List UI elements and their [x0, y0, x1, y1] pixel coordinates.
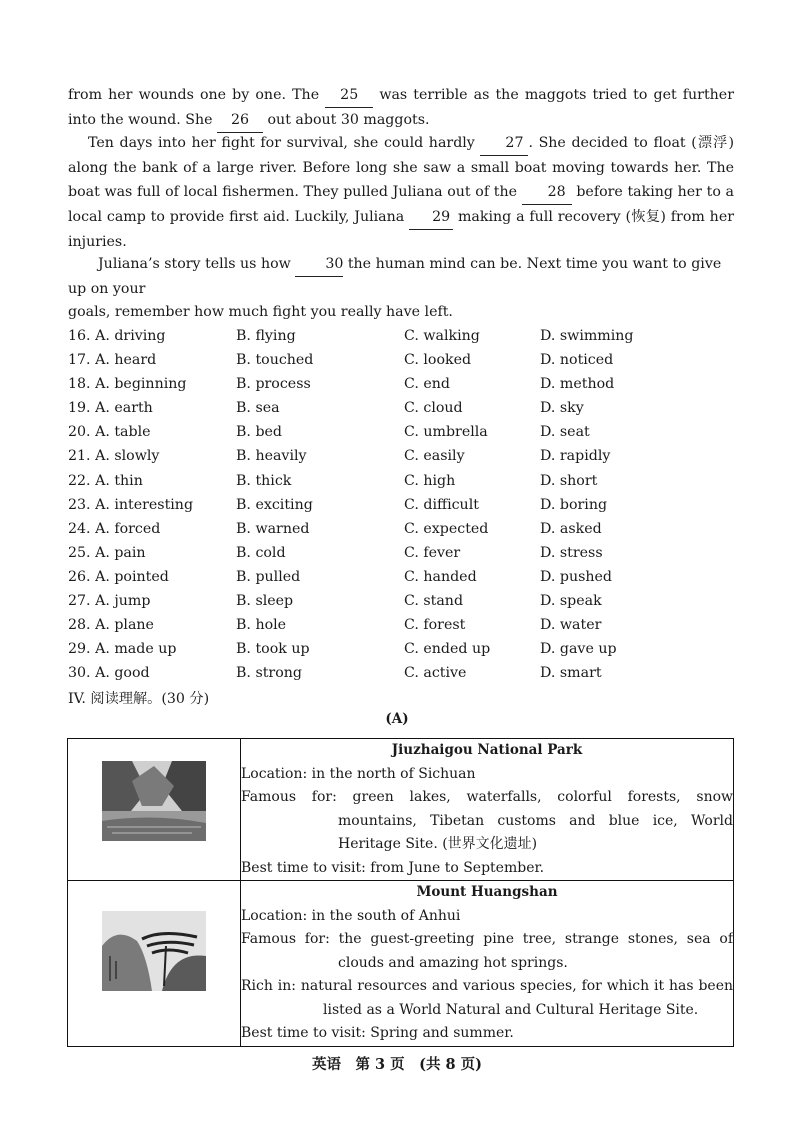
option-c: C. easily	[404, 448, 465, 465]
option-row	[68, 661, 734, 685]
page-footer: 英语 第 3 页 (共 8 页)	[311, 1056, 483, 1073]
section-title: IV. 阅读理解。(30 分)	[68, 691, 210, 707]
option-c: C. cloud	[404, 400, 463, 417]
option-d: D. short	[540, 472, 598, 489]
option-d: D. water	[540, 617, 602, 634]
option-b: B. cold	[236, 544, 286, 561]
passage-paragraph-4: goals, remember how much fight you really have left.	[68, 304, 453, 320]
option-row	[68, 420, 734, 444]
option-a: 27. A. jump	[68, 593, 151, 610]
passage-label: (A)	[385, 711, 409, 727]
option-row	[68, 589, 734, 613]
option-a: 30. A. good	[68, 665, 150, 682]
option-row	[68, 541, 734, 565]
attractions-table	[67, 738, 734, 1047]
option-d: D. speak	[540, 593, 602, 610]
option-d: D. stress	[540, 544, 603, 561]
huangshan-title: Mount Huangshan	[416, 884, 558, 900]
option-row	[68, 372, 734, 396]
huangshan-rich-cont: listed as a World Natural and Cultural Heritage Site.	[323, 1001, 699, 1018]
option-row	[68, 565, 734, 589]
image-cell	[68, 881, 241, 1047]
option-c: C. ended up	[404, 641, 491, 658]
option-d: D. swimming	[540, 328, 634, 344]
option-row	[68, 469, 734, 493]
option-a: 25. A. pain	[68, 544, 146, 561]
option-c: C. end	[404, 376, 450, 393]
option-row	[68, 493, 734, 517]
option-c: C. difficult	[404, 496, 479, 513]
option-b: B. process	[236, 376, 311, 393]
option-b: B. exciting	[236, 496, 313, 513]
jiuzhaigou-photo	[102, 761, 206, 841]
option-a: 22. A. thin	[68, 472, 143, 489]
blank-30: 30	[295, 252, 343, 277]
image-cell	[68, 739, 241, 881]
option-b: B. warned	[236, 520, 310, 537]
option-row	[68, 396, 734, 420]
jiuzhaigou-famous-cont: mountains, Tibetan customs and blue ice, World Heritage Site. (世界文化遗址)	[338, 812, 733, 852]
huangshan-famous-cont: clouds and amazing hot springs.	[338, 954, 568, 971]
option-d: D. rapidly	[540, 448, 611, 465]
option-d: D. seat	[540, 424, 590, 441]
option-b: B. sea	[236, 400, 280, 417]
option-b: B. heavily	[236, 448, 307, 465]
option-d: D. sky	[540, 400, 584, 417]
option-a: 23. A. interesting	[68, 496, 194, 513]
option-d: D. boring	[540, 496, 608, 513]
option-c: C. looked	[404, 352, 472, 369]
huangshan-rich: Rich in: natural resources and various species, for which it has been	[241, 978, 733, 994]
option-d: D. method	[540, 376, 615, 393]
option-row	[68, 613, 734, 637]
blank-29: 29	[409, 205, 453, 230]
option-a: 17. A. heard	[68, 352, 157, 369]
option-c: C. forest	[404, 617, 466, 634]
table-row	[68, 739, 734, 881]
option-a: 21. A. slowly	[68, 448, 160, 465]
huangshan-famous: Famous for: the guest-greeting pine tree, strange stones, sea of	[241, 931, 733, 947]
jiuzhaigou-famous: Famous for: green lakes, waterfalls, colorful forests, snow	[241, 789, 733, 805]
option-a: 16. A. driving	[68, 328, 166, 344]
option-c: C. expected	[404, 520, 489, 537]
option-a: 28. A. plane	[68, 617, 154, 634]
jiuzhaigou-location: Location: in the north of Sichuan	[241, 765, 476, 782]
passage-paragraph-2: Ten days into her fight for survival, she could hardly 27 . She decided to float (漂浮) along the bank of a large river. Before long she saw a small boat moving towards her. The boat was full of local fishermen. They pulled Juliana out of the 28 before taking her to a local camp to provide first aid. Luckily, Juliana 29 making a full recovery (恢复) from her injuries.	[68, 131, 734, 254]
huangshan-info	[241, 881, 734, 1047]
option-c: C. fever	[404, 544, 461, 561]
option-row	[68, 444, 734, 468]
blank-26: 26	[217, 108, 263, 133]
huangshan-best-time: Best time to visit: Spring and summer.	[241, 1025, 514, 1041]
blank-27: 27	[480, 131, 528, 156]
option-a: 26. A. pointed	[68, 568, 169, 585]
option-b: B. sleep	[236, 593, 294, 610]
option-row	[68, 324, 734, 348]
option-d: D. pushed	[540, 568, 613, 585]
option-b: B. strong	[236, 665, 302, 682]
option-a: 24. A. forced	[68, 520, 161, 537]
option-d: D. asked	[540, 520, 602, 537]
jiuzhaigou-info	[241, 739, 734, 881]
jiuzhaigou-best-time: Best time to visit: from June to September.	[241, 859, 545, 876]
option-b: B. flying	[236, 328, 296, 344]
options-list	[68, 324, 734, 685]
option-a: 20. A. table	[68, 424, 151, 441]
jiuzhaigou-title: Jiuzhaigou National Park	[391, 742, 583, 758]
option-c: C. high	[404, 472, 456, 489]
passage-paragraph-3: Juliana’s story tells us how 30 the human mind can be. Next time you want to give up on your	[68, 252, 734, 301]
option-b: B. hole	[236, 617, 287, 634]
option-b: B. touched	[236, 352, 314, 369]
option-row	[68, 517, 734, 541]
option-row	[68, 348, 734, 372]
option-c: C. umbrella	[404, 424, 488, 441]
option-d: D. smart	[540, 665, 602, 682]
option-d: D. noticed	[540, 352, 614, 369]
option-c: C. handed	[404, 568, 477, 585]
option-row	[68, 637, 734, 661]
option-c: C. walking	[404, 328, 480, 344]
option-b: B. pulled	[236, 568, 301, 585]
option-c: C. active	[404, 665, 467, 682]
passage-paragraph-1: from her wounds one by one. The 25 was terrible as the maggots tried to get further into the wound. She 26 out about 30 maggots.	[68, 83, 734, 133]
table-row	[68, 881, 734, 1047]
blank-28: 28	[522, 180, 572, 205]
option-b: B. took up	[236, 641, 310, 658]
huangshan-photo	[102, 911, 206, 991]
huangshan-location: Location: in the south of Anhui	[241, 907, 461, 924]
option-b: B. thick	[236, 472, 292, 489]
blank-25: 25	[325, 83, 373, 108]
option-d: D. gave up	[540, 641, 617, 658]
option-a: 18. A. beginning	[68, 376, 187, 393]
option-a: 19. A. earth	[68, 400, 153, 417]
option-a: 29. A. made up	[68, 641, 177, 658]
option-b: B. bed	[236, 424, 283, 441]
option-c: C. stand	[404, 593, 464, 610]
